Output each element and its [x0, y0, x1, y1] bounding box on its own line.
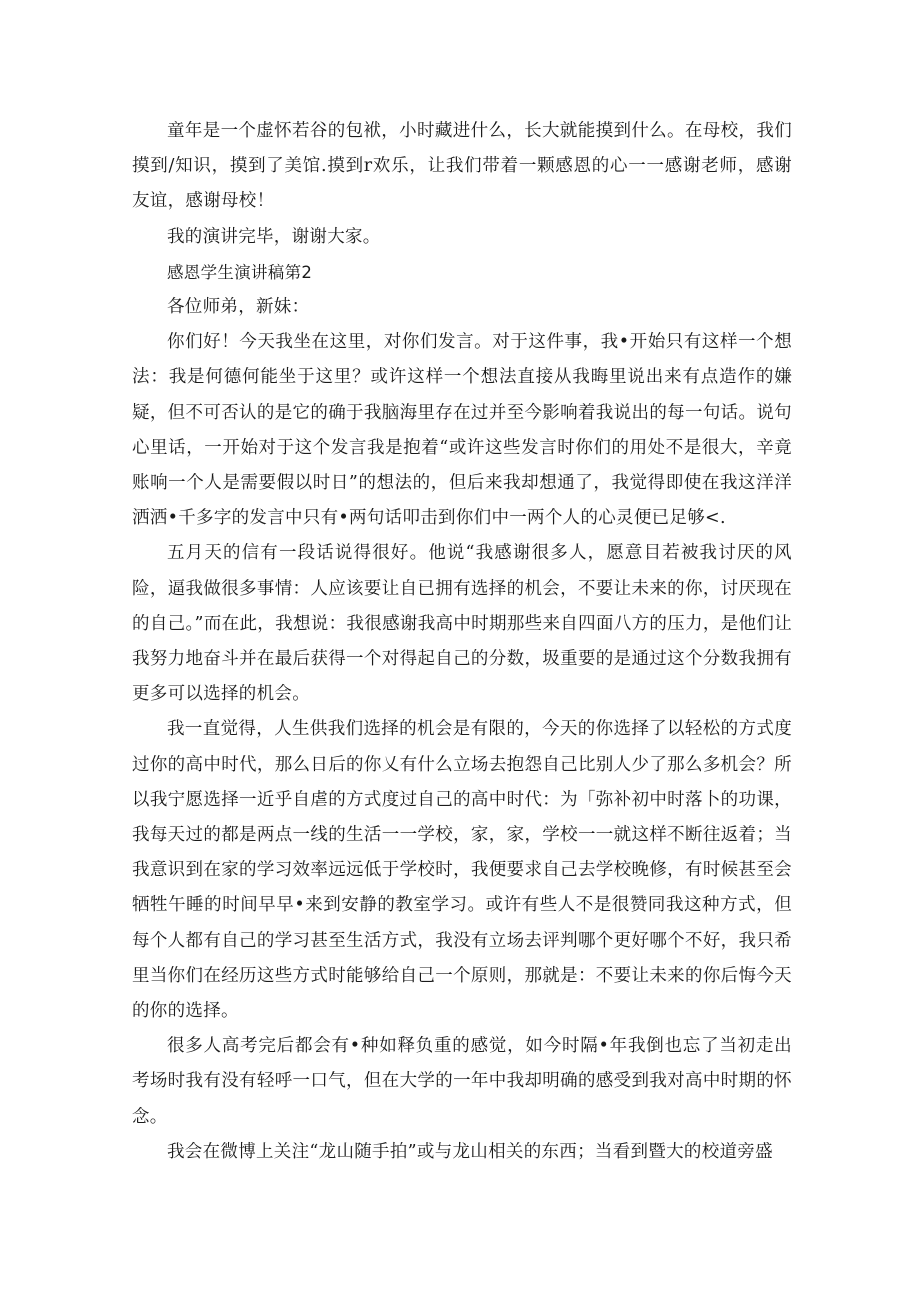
document-body [132, 114, 792, 1170]
paragraph-speech-end: 我的演讲完毕，谢谢大家。 [167, 226, 381, 247]
paragraph-mayday-quote: 五月天的信有一段话说得很好。他说“我感谢很多人，愿意目若被我讨厌的风险，逼我做很多事情：人应该要让自已拥有选择的机会，不要让未来的你，讨厌现在的自己。”而在此，我想说：我很感谢我高中时期那些来自四面八方的压力，是他们让我努力地奋斗并在最后获得一个对得起自己的分数，圾重要的是通过这个分数我拥有更多可以选择的机会。 [132, 543, 792, 705]
paragraph-childhood-gratitude: 童年是一个虚怀若谷的包袱，小时藏进什么，长大就能摸到什么。在母校，我们摸到/知识，摸到了美馆.摸到r欢乐，让我们带着一颗感恩的心一一感谢老师，感谢友谊，感谢母校！ [132, 121, 792, 212]
paragraph-greeting: 你们好！今天我坐在这里，对你们发言。对于这件事，我•开始只有这样一个想法：我是何德何能坐于这里？或许这样一个想法直接从我晦里说出来有点造作的嫌疑，但不可否认的是它的确于我脑海里存在过并至今影响着我说出的每一句话。说句心里话，一开始对于这个发言我是抱着“或许这些发言时你们的用处不是很大，辛竟账响一个人是需要假以时日”的想法的，但后来我却想通了，我觉得即使在我这洋洋洒洒•千多字的发言中只有•两句话叩击到你们中一两个人的心灵便已足够<. [132, 332, 792, 529]
paragraph-life-choices: 我一直觉得，人生供我们选择的机会是有限的，今天的你选择了以轻松的方式度过你的高中时代，那么日后的你乂有什么立场去抱怨自己比别人少了那么多机会？所以我宁愿选择一近乎自虐的方式度过自己的高中时代：为「弥补初中时落卜的功课，我每天过的都是两点一线的生活一一学校，家，家，学校一一就这样不断往返着；当我意识到在家的学习效率远远低于学校时，我便要求自己去学校晚修，有时候甚至会牺牲午睡的时间早早•来到安静的教室学习。或许有些人不是很赞同我这种方式，但每个人都有自己的学习甚至生活方式，我没有立场去评判哪个更好哪个不好，我只希里当你们在经历这些方式时能够给自己一个原则，那就是：不要让未来的你后悔今天的你的选择。 [132, 719, 792, 1022]
paragraph-salutation: 各位师弟，新妹： [167, 297, 310, 318]
section-heading: 感恩学生演讲稿第2 [167, 262, 313, 282]
paragraph-weibo: 我会在微博上关注“龙山随手拍”或与龙山相关的东西；当看到暨大的校道旁盛 [167, 1141, 773, 1162]
paragraph-after-exam: 很多人高考完后都会有•种如释负重的感觉，如今时隔•年我倒也忘了当初走出考场时我有没有轻呼一口气，但在大学的一年中我却明确的感受到我对高中时期的怀念。 [132, 1036, 792, 1127]
